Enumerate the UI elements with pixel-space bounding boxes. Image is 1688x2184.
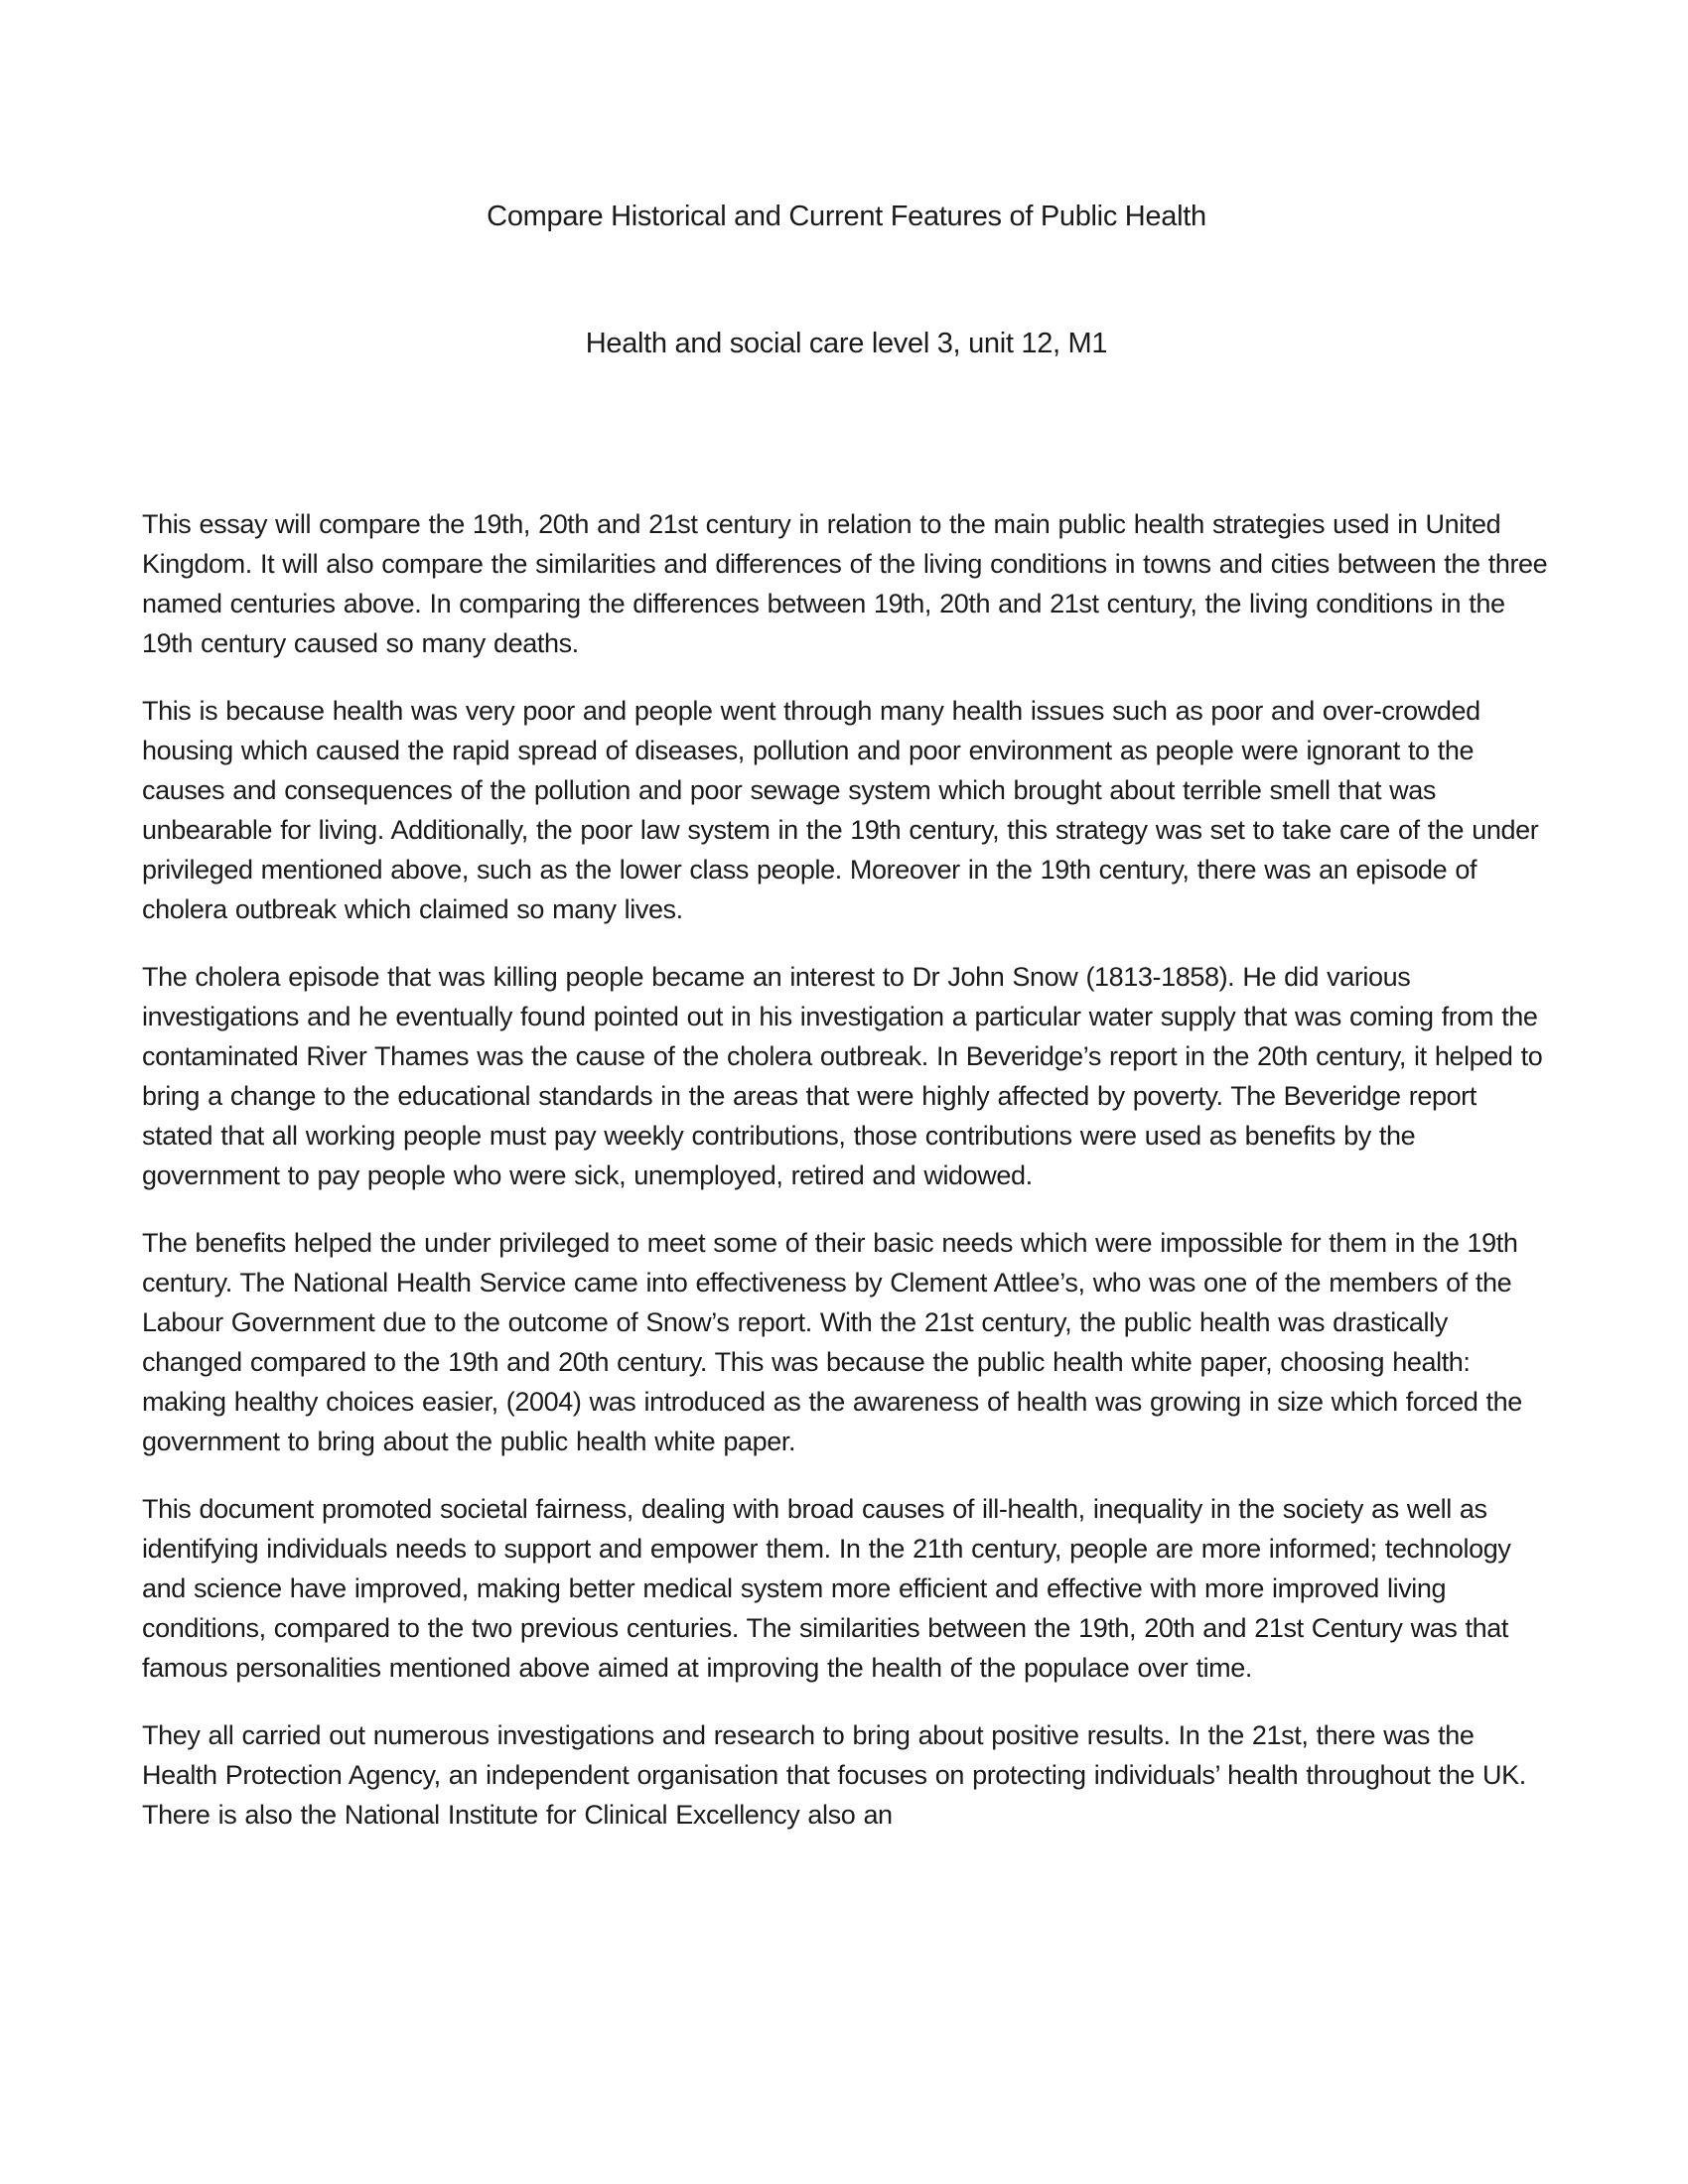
document-subtitle: Health and social care level 3, unit 12, M1 — [585, 328, 1108, 359]
paragraph-health-protection-agency: They all carried out numerous investigations and research to bring about positive results. In the 21st, there was the Health Protection Agency, an independent organisation that focuses on protecting individuals’ health throughout the UK. There is also the National Institute for Clinical Excellency also an — [142, 1720, 1526, 1830]
paragraph-nhs-white-paper: The benefits helped the under privileged to meet some of their basic needs which were impossible for them in the 19th century. The National Health Service came into effectiveness by Clement Attlee’s, who was one of the members of the Labour Government due to the outcome of Snow’s report. With the 21st century, the public health was drastically changed compared to the 19th and 20th century. This was because the public health white paper, choosing health: making healthy choices easier, (2004) was introduced as the awareness of health was growing in size which forced the government to bring about the public health white paper. — [142, 1228, 1522, 1456]
paragraph-cholera-john-snow-beveridge: The cholera episode that was killing people became an interest to Dr John Snow (1813-1858). He did various investigations and he eventually found pointed out in his investigation a particular water supply that was coming from the contaminated River Thames was the cause of the cholera outbreak. In Beveridge’s report in the 20th century, it helped to bring a change to the educational standards in the areas that were highly affected by poverty. The Beveridge report stated that all working people must pay weekly contributions, those contributions were used as benefits by the government to pay people who were sick, unemployed, retired and widowed. — [142, 962, 1543, 1190]
document-body — [142, 361, 1551, 1835]
paragraph-19th-century-conditions: This is because health was very poor and people went through many health issues such as poor and over-crowded housing which caused the rapid spread of diseases, pollution and poor environment as people were ignorant to the causes and consequences of the pollution and poor sewage system which brought about terrible smell that was unbearable for living. Additionally, the poor law system in the 19th century, this strategy was set to take care of the under privileged mentioned above, such as the lower class people. Moreover in the 19th century, there was an episode of cholera outbreak which claimed so many lives. — [142, 696, 1539, 924]
document-title: Compare Historical and Current Features of Public Health — [487, 201, 1206, 232]
paragraph-intro: This essay will compare the 19th, 20th and 21st century in relation to the main public health strategies used in United Kingdom. It will also compare the similarities and differences of the living conditions in towns and cities between the three named centuries above. In comparing the differences between 19th, 20th and 21st century, the living conditions in the 19th century caused so many deaths. — [142, 509, 1548, 658]
paragraph-societal-fairness-similarities: This document promoted societal fairness, dealing with broad causes of ill-health, inequality in the society as well as identifying individuals needs to support and empower them. In the 21th century, people are more informed; technology and science have improved, making better medical system more efficient and effective with more improved living conditions, compared to the two previous centuries. The similarities between the 19th, 20th and 21st Century was that famous personalities mentioned above aimed at improving the health of the populace over time. — [142, 1494, 1511, 1683]
